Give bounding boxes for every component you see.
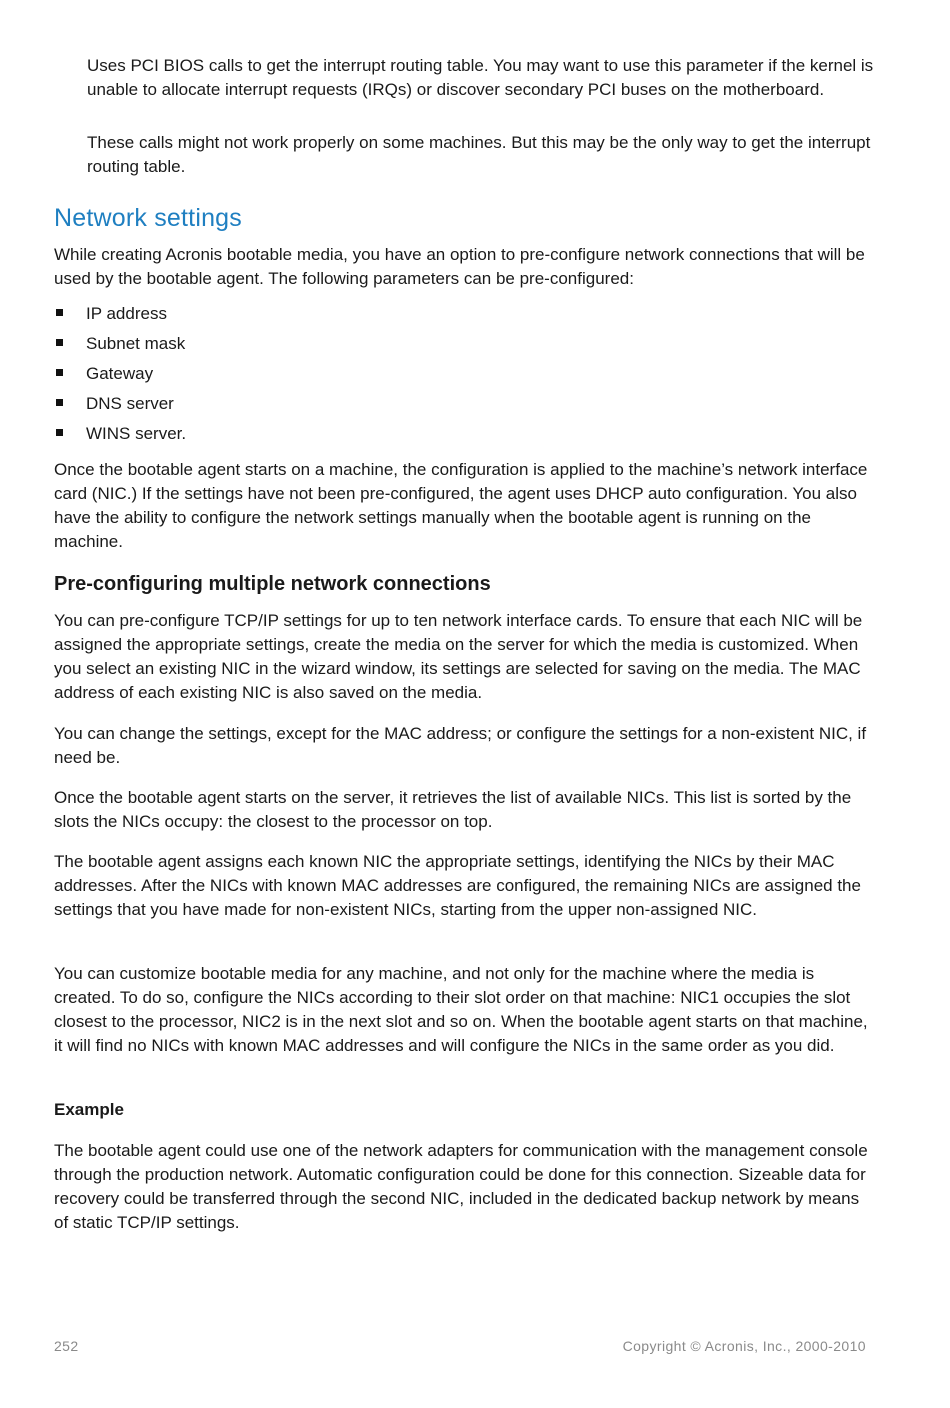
bullet-square-icon [56,429,63,436]
section-intro: While creating Acronis bootable media, you have an option to pre-configure network connections that will be used by the bootable agent. The following parameters can be pre-configured: [54,245,865,288]
document-page: Uses PCI BIOS calls to get the interrupt routing table. You may want to use this parameter if the kernel is unable to allocate interrupt requests (IRQs) or discover secondary PCI buses on the motherboard. These calls might not work properly on some machines. But this may be the only way to get the interrupt routing table. Network settings While creating Acronis bootable media, you have an option to pre-configure network connections that will be used by the bootable agent. The following parameters can be pre-configured: IP address Subnet mask Gateway DNS server WINS server. Once the bootable agent starts on a machine, the configuration is applied to the machine’s network interface card (NIC.) If the settings have not been pre-configured, the agent uses DHCP auto configuration. You also have the ability to configure the network settings manually when the bootable agent is running on the machine. Pre-configuring multiple network connections You can pre-configure TCP/IP settings for up to ten network interface cards. To ensure that each NIC will be assigned the appropriate settings, create the media on the server for which the media is customized. When you select an existing NIC in the wizard window, its settings are selected for saving on the media. The MAC address of each existing NIC is also saved on the media. You can change the settings, except for the MAC address; or configure the settings for a non-existent NIC, if need be. Once the bootable agent starts on the server, it retrieves the list of available NICs. This list is sorted by the slots the NICs occupy: the closest to the processor on top. The bootable agent assigns each known NIC the appropriate settings, identifying the NICs by their MAC addresses. After the NICs with known MAC addresses are configured, the remaining NICs are assigned the settings that you have made for non-existent NICs, starting from the upper non-assigned NIC. You can customize bootable media for any machine, and not only for the machine where the media is created. To do so, configure the NICs according to their slot order on that machine: NIC1 occupies the slot closest to the processor, NIC2 is in the next slot and so on. When the bootable agent starts on that machine, it will find no NICs with known MAC addresses and will configure the NICs in the same order as you did. Example The bootable agent could use one of the network adapters for communication with the management console through the production network. Automatic configuration could be done for this connection. Sizeable data for recovery could be transferred through the second NIC, included in the dedicated backup network by means of static TCP/IP settings. 252 Copyright © Acronis, Inc., 2000-2010 [0,0,950,1408]
subsection-paragraph-5: You can customize bootable media for any machine, and not only for the machine where the media is created. To do so, configure the NICs according to their slot order on that machine: NIC1 occupies the slot closest to the processor, NIC2 is in the next slot and so on. When the bootable agent starts on that machine, it will find no NICs with known MAC addresses and will configure the NICs in the same order as you did. [54,964,868,1055]
subsection-paragraph-1: You can pre-configure TCP/IP settings for up to ten network interface cards. To ensure that each NIC will be assigned the appropriate settings, create the media on the server for which the media is customized. When you select an existing NIC in the wizard window, its settings are selected for saving on the media. The MAC address of each existing NIC is also saved on the media. [54,611,863,702]
bullet-square-icon [56,309,63,316]
bullet-square-icon [56,399,63,406]
subsection-paragraph-2: You can change the settings, except for the MAC address; or configure the settings for a non-existent NIC, if need be. [54,724,867,767]
intro-paragraph-2: These calls might not work properly on some machines. But this may be the only way to get the interrupt routing table. [87,133,871,176]
subsection-paragraph-4: The bootable agent assigns each known NIC the appropriate settings, identifying the NICs by their MAC addresses. After the NICs with known MAC addresses are configured, the remaining NICs are assigned the settings that you have made for non-existent NICs, starting from the upper non-assigned NIC. [54,852,861,919]
subsection-heading: Pre-configuring multiple network connections [54,573,491,595]
example-heading: Example [54,1100,124,1119]
after-bullets-paragraph: Once the bootable agent starts on a machine, the configuration is applied to the machine’s network interface card (NIC.) If the settings have not been pre-configured, the agent uses DHCP auto configuration. You also have the ability to configure the network settings manually when the bootable agent is running on the machine. [54,460,868,551]
bullet-square-icon [56,339,63,346]
page-number: 252 [54,1338,79,1354]
bullet-square-icon [56,369,63,376]
intro-paragraph-1: Uses PCI BIOS calls to get the interrupt routing table. You may want to use this parameter if the kernel is unable to allocate interrupt requests (IRQs) or discover secondary PCI buses on the motherboard. [87,56,874,99]
section-heading: Network settings [54,204,242,232]
copyright-notice: Copyright © Acronis, Inc., 2000-2010 [622,1338,866,1354]
example-paragraph: The bootable agent could use one of the network adapters for communication with the management console through the production network. Automatic configuration could be done for this connection. Sizeable data for recovery could be transferred through the second NIC, included in the dedicated backup network by means of static TCP/IP settings. [54,1141,868,1232]
subsection-paragraph-3: Once the bootable agent starts on the server, it retrieves the list of available NICs. This list is sorted by the slots the NICs occupy: the closest to the processor on top. [54,788,852,831]
